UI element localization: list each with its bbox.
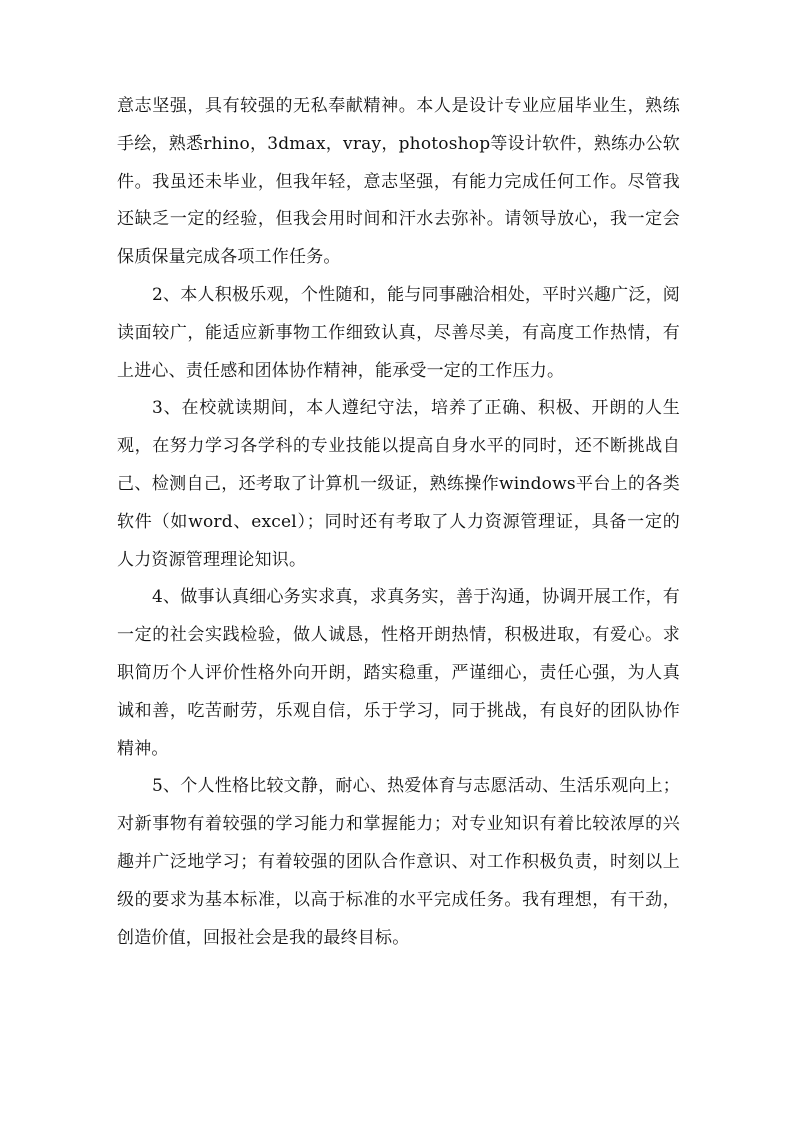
paragraph-item-3: 3、在校就读期间，本人遵纪守法，培养了正确、积极、开朗的人生观，在努力学习各学科的专业技能以提高自身水平的同时，还不断挑战自己、检测自己，还考取了计算机一级证，熟练操作windows平台上的各类软件（如word、excel）；同时还有考取了人力资源管理证，具备一定的人力资源管理理论知识。 <box>117 398 680 570</box>
paragraph-item-5: 5、个人性格比较文静，耐心、热爱体育与志愿活动、生活乐观向上；对新事物有着较强的学习能力和掌握能力；对专业知识有着比较浓厚的兴趣并广泛地学习；有着较强的团队合作意识、对工作积极负责，时刻以上级的要求为基本标准，以高于标准的水平完成任务。我有理想，有干劲，创造价值，回报社会是我的最终目标。 <box>117 776 680 948</box>
paragraph-item-2: 2、本人积极乐观，个性随和，能与同事融洽相处，平时兴趣广泛，阅读面较广，能适应新事物工作细致认真，尽善尽美，有高度工作热情，有上进心、责任感和团体协作精神，能承受一定的工作压力。 <box>117 284 680 381</box>
document-body <box>117 88 680 957</box>
paragraph-item-4: 4、做事认真细心务实求真，求真务实，善于沟通，协调开展工作，有一定的社会实践检验，做人诚恳，性格开朗热情，积极进取，有爱心。求职简历个人评价性格外向开朗，踏实稳重，严谨细心，责任心强，为人真诚和善，吃苦耐劳，乐观自信，乐于学习，同于挑战，有良好的团队协作精神。 <box>117 587 680 759</box>
paragraph-continuation: 意志坚强，具有较强的无私奉献精神。本人是设计专业应届毕业生，熟练手绘，熟悉rhino，3dmax，vray，photoshop等设计软件，熟练办公软件。我虽还未毕业，但我年轻，意志坚强，有能力完成任何工作。尽管我还缺乏一定的经验，但我会用时间和汗水去弥补。请领导放心，我一定会保质保量完成各项工作任务。 <box>117 96 680 268</box>
